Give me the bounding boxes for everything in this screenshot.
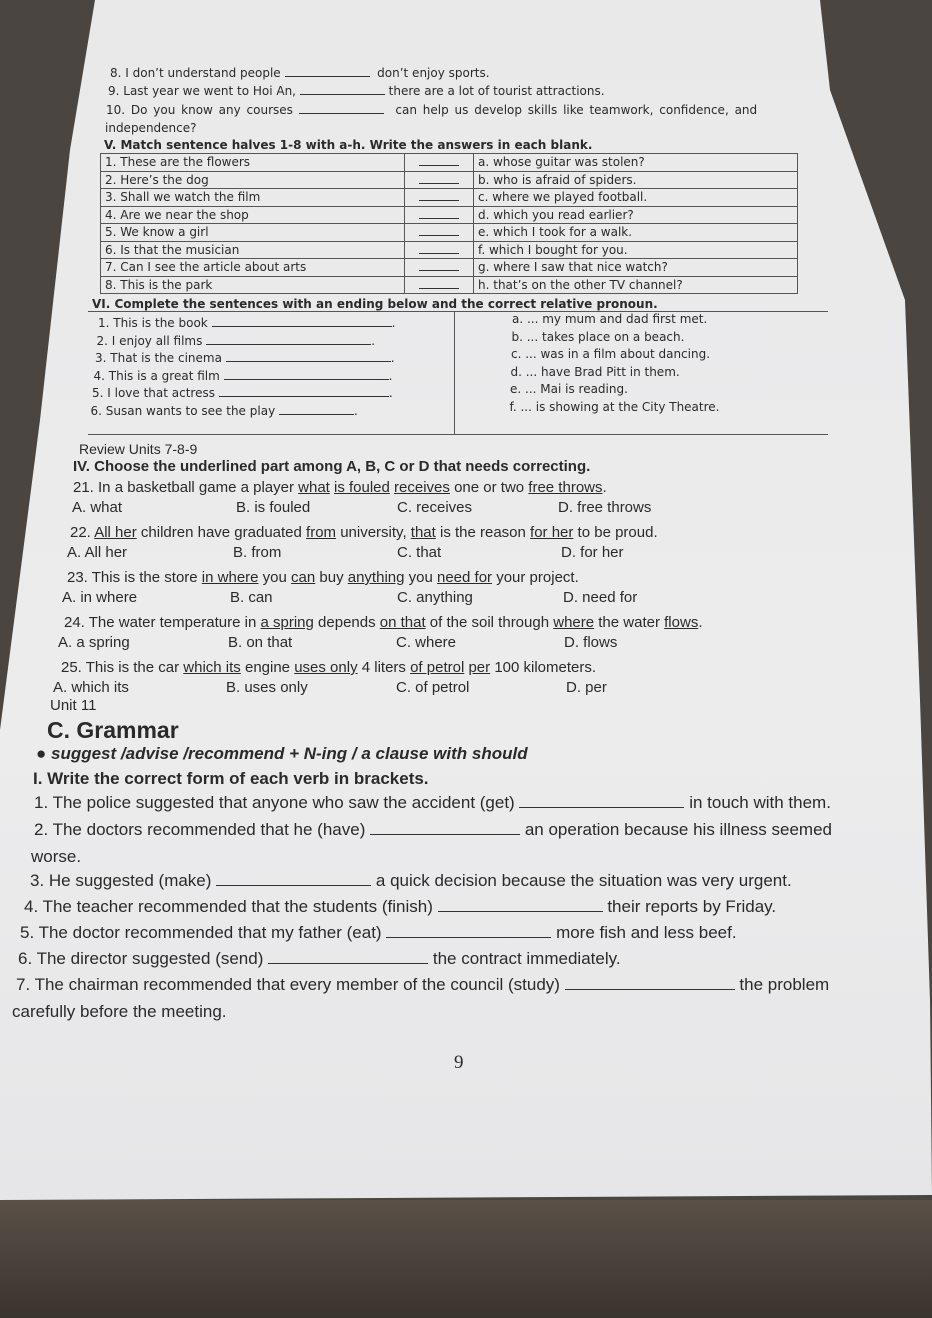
ending-option: c. ... was in a film about dancing. [511, 347, 711, 361]
item-text: 6. The director suggested (send) [18, 949, 264, 968]
section-vi-title: VI. Complete the sentences with an ending below and the correct relative pronoun. [92, 297, 658, 311]
item-text: an operation because his illness seemed [524, 820, 832, 839]
answer-option[interactable]: B. uses only [226, 679, 308, 696]
underlined-part: for her [530, 524, 574, 541]
answer-blank[interactable] [419, 190, 459, 201]
answer-blank[interactable] [419, 155, 459, 166]
item-text: 2. The doctors recommended that he (have) [34, 820, 366, 839]
answer-blank[interactable] [226, 351, 391, 362]
review-label: Review Units 7-8-9 [79, 441, 198, 457]
match-row [101, 189, 798, 207]
match-right: c. where we played football. [474, 189, 798, 207]
grammar-item [16, 975, 829, 995]
question-text: 22. [70, 524, 95, 541]
complete-item: 2. I enjoy all films . [96, 333, 376, 348]
match-row [101, 241, 798, 259]
question-text: is the reason [435, 524, 531, 541]
question-text: the water [594, 614, 665, 631]
item-text: more fish and less beef. [556, 923, 737, 942]
complete-item: 4. This is a great film . [93, 368, 393, 383]
complete-item: 1. This is the book . [98, 316, 396, 330]
question [70, 524, 658, 541]
answer-cell[interactable] [405, 171, 474, 189]
question-text: 23. This is the store [67, 569, 202, 586]
grammar-item-2-cont: worse. [31, 847, 82, 866]
question-text: one or two [449, 479, 529, 496]
item-text: 3. That is the cinema [95, 351, 222, 365]
item-text: 8. I don’t understand people [110, 66, 281, 80]
ending-option: e. ... Mai is reading. [510, 382, 628, 396]
answer-option[interactable]: C. anything [397, 589, 473, 606]
underlined-part: a spring [260, 614, 314, 631]
section-v-table [100, 153, 798, 294]
item-text: the contract immediately. [432, 949, 621, 968]
answer-option[interactable]: A. All her [67, 544, 128, 561]
underlined-part: need for [437, 569, 493, 586]
answer-blank[interactable] [419, 278, 459, 289]
match-right: a. whose guitar was stolen? [474, 154, 798, 172]
match-left: 8. This is the park [101, 276, 405, 294]
unit-label: Unit 11 [50, 697, 97, 714]
underlined-part: flows [664, 614, 699, 631]
answer-option[interactable]: A. which its [53, 679, 129, 696]
ending-option: a. ... my mum and dad first met. [512, 312, 708, 326]
question-text: you [404, 569, 437, 586]
item-text: 6. Susan wants to see the play [90, 403, 276, 418]
answer-cell[interactable] [405, 206, 474, 224]
item-text: 3. He suggested (make) [30, 871, 212, 890]
match-right: d. which you read earlier? [474, 206, 798, 224]
match-left: 2. Here’s the dog [101, 171, 405, 189]
underlined-part: where [553, 614, 595, 631]
answer-option[interactable]: C. where [396, 634, 457, 651]
answer-blank[interactable] [206, 334, 371, 345]
item-text: 5. I love that actress [92, 386, 215, 400]
top-item-8 [110, 66, 490, 80]
match-right: e. which I took for a walk. [474, 224, 798, 242]
question-text: to be proud. [573, 524, 658, 541]
page-number: 9 [454, 1052, 464, 1073]
grammar-item [20, 923, 737, 943]
answer-option[interactable]: B. from [233, 544, 282, 561]
answer-option[interactable]: D. free throws [558, 499, 652, 516]
match-left: 5. We know a girl [101, 224, 405, 242]
rule-text: suggest /advise /recommend + N-ing / a clause with should [51, 744, 528, 763]
answer-cell[interactable] [405, 259, 474, 277]
table-surface [0, 1200, 932, 1318]
top-item-9 [108, 84, 605, 98]
underlined-part: uses only [294, 659, 358, 676]
match-row [101, 224, 798, 242]
underlined-part: can [291, 569, 316, 586]
question [61, 659, 596, 676]
match-right: f. which I bought for you. [474, 241, 798, 259]
item-text: 10. Do you know any courses [106, 103, 293, 117]
answer-option[interactable]: C. receives [397, 499, 473, 516]
item-text: 2. I enjoy all films [96, 333, 203, 348]
question-text: you [258, 569, 292, 586]
question-text: buy [315, 569, 348, 586]
answer-blank[interactable] [419, 243, 459, 254]
answer-cell[interactable] [405, 276, 474, 294]
question [73, 479, 607, 496]
question-text: . [698, 614, 703, 631]
underlined-part: anything [347, 569, 405, 586]
complete-item: 6. Susan wants to see the play . [90, 403, 358, 418]
top-item-10-cont: independence? [105, 121, 197, 135]
item-text: their reports by Friday. [607, 897, 777, 916]
answer-option[interactable]: D. flows [564, 634, 618, 651]
underlined-part: of petrol [410, 659, 465, 676]
answer-option[interactable]: A. what [72, 499, 123, 516]
answer-blank[interactable] [268, 951, 428, 964]
question [67, 569, 579, 586]
item-text: there are a lot of tourist attractions. [388, 84, 605, 98]
question-text: . [602, 479, 607, 496]
underlined-part: what [298, 479, 330, 496]
ending-option: b. ... takes place on a beach. [511, 329, 685, 344]
answer-option[interactable]: D. for her [561, 544, 624, 561]
underlined-part: is fouled [334, 479, 390, 496]
match-left: 7. Can I see the article about arts [101, 259, 405, 277]
underlined-part: that [410, 524, 436, 541]
ending-option: f. ... is showing at the City Theatre. [509, 399, 720, 414]
item-text: 4. The teacher recommended that the students (finish) [24, 897, 433, 916]
item-text: 5. The doctor recommended that my father (eat) [20, 923, 382, 942]
item-text: can help us develop skills like teamwork, confidence, and [395, 103, 758, 117]
answer-blank[interactable] [216, 873, 371, 886]
match-left: 6. Is that the musician [101, 241, 405, 259]
answer-blank[interactable] [219, 386, 389, 397]
answer-blank[interactable] [438, 899, 603, 912]
question-text: depends [313, 614, 380, 631]
match-row [101, 154, 798, 172]
question-text: 4 liters [357, 659, 411, 676]
item-text: the problem [739, 975, 830, 994]
grammar-item [18, 949, 621, 969]
answer-blank[interactable] [419, 173, 459, 184]
question-text: 21. In a basketball game a player [73, 479, 299, 496]
grammar-item [34, 793, 831, 813]
answer-blank[interactable] [279, 404, 354, 415]
underlined-part: from [306, 524, 337, 541]
underlined-part: per [468, 659, 491, 676]
question [64, 614, 703, 631]
ending-option: d. ... have Brad Pitt in them. [510, 364, 680, 379]
underlined-part: free throws [528, 479, 603, 496]
answer-blank[interactable] [419, 208, 459, 219]
answer-cell[interactable] [405, 241, 474, 259]
answer-blank[interactable] [212, 316, 392, 327]
item-text: 7. The chairman recommended that every member of the council (study) [16, 975, 560, 994]
section-v-title: V. Match sentence halves 1-8 with a-h. Write the answers in each blank. [104, 138, 593, 152]
question-text: 100 kilometers. [490, 659, 597, 676]
question-text: engine [240, 659, 295, 676]
answer-cell[interactable] [405, 154, 474, 172]
match-row [101, 171, 798, 189]
answer-blank[interactable] [419, 260, 459, 271]
answer-cell[interactable] [405, 224, 474, 242]
match-row [101, 259, 798, 277]
underlined-part: on that [379, 614, 426, 631]
question-text: your project. [492, 569, 579, 586]
answer-blank[interactable] [370, 822, 520, 835]
complete-item: 5. I love that actress . [92, 386, 393, 400]
question-text: of the soil through [425, 614, 554, 631]
answer-option[interactable]: B. can [230, 589, 273, 606]
answer-blank[interactable] [565, 977, 735, 990]
answer-option[interactable]: D. per [566, 679, 607, 696]
grammar-item-7-cont: carefully before the meeting. [12, 1002, 227, 1021]
complete-item: 3. That is the cinema . [95, 351, 395, 365]
item-text: 9. Last year we went to Hoi An, [108, 84, 296, 98]
answer-option[interactable]: C. of petrol [396, 679, 470, 696]
bullet-icon: ● [36, 744, 51, 763]
answer-option[interactable]: A. in where [62, 589, 138, 606]
answer-option[interactable]: A. a spring [58, 634, 130, 651]
item-text: 1. This is the book [98, 316, 208, 330]
grammar-rule [36, 744, 528, 764]
match-left: 3. Shall we watch the film [101, 189, 405, 207]
item-text: 4. This is a great film [93, 368, 220, 383]
answer-option[interactable]: B. is fouled [236, 499, 311, 516]
match-left: 1. These are the flowers [101, 154, 405, 172]
grammar-item [24, 897, 776, 917]
item-text: a quick decision because the situation was very urgent. [375, 871, 792, 890]
question-text: 24. The water temperature in [64, 614, 261, 631]
underlined-part: which its [183, 659, 241, 676]
item-text: 1. The police suggested that anyone who saw the accident (get) [34, 793, 515, 812]
answer-option[interactable]: B. on that [228, 634, 293, 651]
match-right: b. who is afraid of spiders. [474, 171, 798, 189]
answer-blank[interactable] [386, 925, 551, 938]
section-iv-title: IV. Choose the underlined part among A, B, C or D that needs correcting. [73, 458, 591, 475]
answer-blank[interactable] [300, 84, 385, 95]
match-right: h. that’s on the other TV channel? [474, 276, 798, 294]
top-item-10 [106, 103, 757, 117]
grammar-heading: C. Grammar [47, 717, 179, 743]
answer-blank[interactable] [519, 795, 684, 808]
answer-blank[interactable] [299, 103, 384, 114]
underlined-part: All her [94, 524, 137, 541]
grammar-item [34, 820, 832, 840]
item-text: in touch with them. [689, 793, 831, 812]
underlined-part: in where [201, 569, 259, 586]
question-text: university, [336, 524, 411, 541]
match-row [101, 206, 798, 224]
match-left: 4. Are we near the shop [101, 206, 405, 224]
item-text: don’t enjoy sports. [377, 66, 490, 80]
question-text: 25. This is the car [61, 659, 184, 676]
match-right: g. where I saw that nice watch? [474, 259, 798, 277]
answer-blank[interactable] [419, 225, 459, 236]
answer-blank[interactable] [224, 369, 389, 380]
answer-option[interactable]: C. that [397, 544, 442, 561]
grammar-exercise-title: I. Write the correct form of each verb in brackets. [33, 769, 429, 788]
answer-option[interactable]: D. need for [563, 589, 638, 606]
answer-cell[interactable] [405, 189, 474, 207]
answer-blank[interactable] [285, 66, 370, 77]
underlined-part: receives [394, 479, 450, 496]
grammar-item [30, 871, 792, 891]
question-text: children have graduated [136, 524, 307, 541]
match-row [101, 276, 798, 294]
